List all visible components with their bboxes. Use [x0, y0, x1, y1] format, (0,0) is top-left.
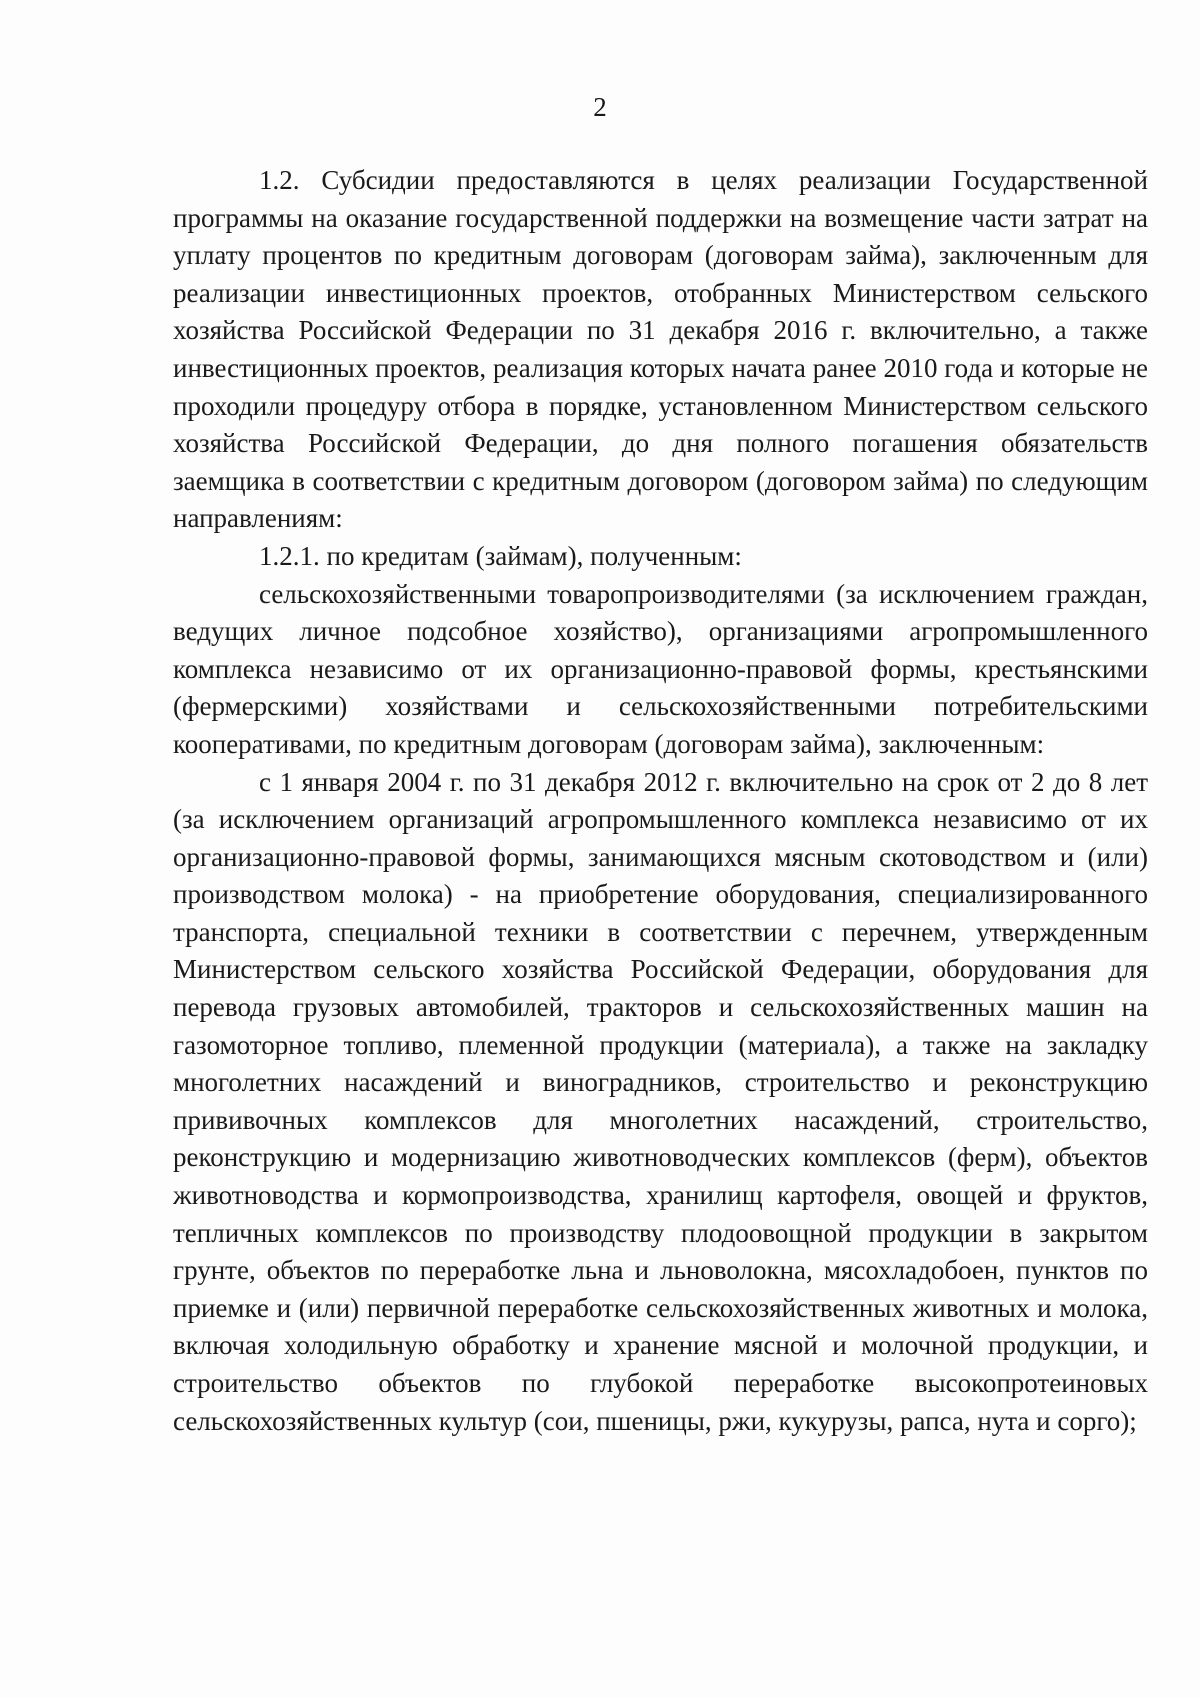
paragraph-1-2-1: 1.2.1. по кредитам (займам), полученным: — [259, 540, 742, 571]
document-body — [173, 162, 1148, 1440]
paragraph-recipients: сельскохозяйственными товаропроизводителями (за исключением граждан, ведущих личное подсобное хозяйство), организациями агропромышленного комплекса независимо от их организационно-правовой формы, крестьянскими (фермерскими) хозяйствами и сельскохозяйственными потребительскими кооперативами, по кредитным договорам (договорам займа), заключенным: — [173, 578, 1148, 759]
paragraph-2004-2012: с 1 января 2004 г. по 31 декабря 2012 г. включительно на срок от 2 до 8 лет (за исключением организаций агропромышленного комплекса независимо от их организационно-правовой формы, занимающихся мясным скотоводством и (или) производством молока) - на приобретение оборудования, специализированного транспорта, специальной техники в соответствии с перечнем, утвержденным Министерством сельского хозяйства Российской Федерации, оборудования для перевода грузовых автомобилей, тракторов и сельскохозяйственных машин на газомоторное топливо, племенной продукции (материала), а также на закладку многолетних насаждений и виноградников, строительство и реконструкцию прививочных комплексов для многолетних насаждений, строительство, реконструкцию и модернизацию животноводческих комплексов (ферм), объектов животноводства и кормопроизводства, хранилищ картофеля, овощей и фруктов, тепличных комплексов по производству плодоовощной продукции в закрытом грунте, объектов по переработке льна и льноволокна, мясохладобоен, пунктов по приемке и (или) первичной переработке сельскохозяйственных животных и молока, включая холодильную обработку и хранение мясной и молочной продукции, и строительство объектов по глубокой переработке высокопротеиновых сельскохозяйственных культур (сои, пшеницы, ржи, кукурузы, рапса, нута и сорго); — [173, 766, 1148, 1436]
paragraph-1-2: 1.2. Субсидии предоставляются в целях реализации Государственной программы на оказание государственной поддержки на возмещение части затрат на уплату процентов по кредитным договорам (договорам займа), заключенным для реализации инвестиционных проектов, отобранных Министерством сельского хозяйства Российской Федерации по 31 декабря 2016 г. включительно, а также инвестиционных проектов, реализация которых начата ранее 2010 года и которые не проходили процедуру отбора в порядке, установленном Министерством сельского хозяйства Российской Федерации, до дня полного погашения обязательств заемщика в соответствии с кредитным договором (договором займа) по следующим направлениям: — [173, 165, 1148, 534]
page-number: 2 — [593, 92, 607, 122]
